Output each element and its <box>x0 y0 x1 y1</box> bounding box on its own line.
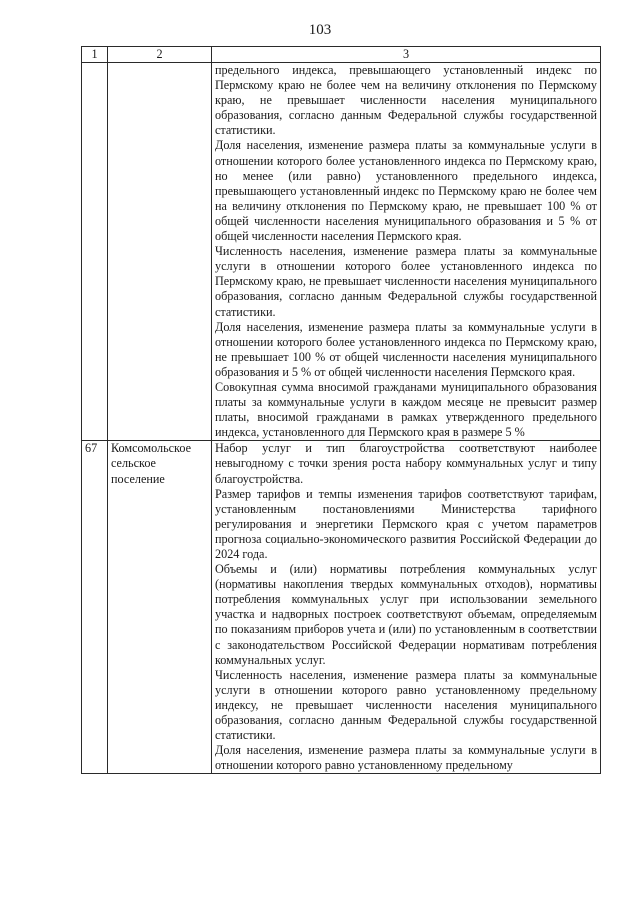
table-header-row <box>82 47 601 63</box>
document-table <box>81 46 601 774</box>
row-number-cell: 67 <box>82 441 108 774</box>
municipality-cell: Комсомольское сельское поселение <box>108 441 212 774</box>
row-number-cell <box>82 63 108 441</box>
conditions-cell <box>212 441 601 774</box>
condition-paragraph: Доля населения, изменение размера платы за коммунальные услуги в отношении которого равно установленному предельному <box>215 743 597 773</box>
condition-paragraph: Набор услуг и тип благоустройства соответствуют наиболее невыгодному с точки зрения роста набору коммунальных услуг и типу благоустройства. <box>215 441 597 486</box>
condition-paragraph: Доля населения, изменение размера платы за коммунальные услуги в отношении которого более установленного индекса по Пермскому краю, но менее (или равно) установленного предельного индекса, превышающего установленный индекс по Пермскому краю не более чем на величину отклонения по Пермскому краю, не превышает 100 % от общей численности населения муниципального образования и 5 % от общей численности населения Пермского края. <box>215 138 597 244</box>
condition-paragraph: Численность населения, изменение размера платы за коммунальные услуги в отношении которого равно установленному предельному индексу, не превышает численности населения муниципального образования, согласно данным Федеральной службы государственной статистики. <box>215 667 597 743</box>
condition-paragraph: Доля населения, изменение размера платы за коммунальные услуги в отношении которого более установленного индекса по Пермскому краю, не превышает 100 % от общей численности населения муниципального образования и 5 % от общей численности населения Пермского края. <box>215 319 597 379</box>
column-header-2: 2 <box>108 47 212 63</box>
table-row <box>82 63 601 441</box>
condition-paragraph: Численность населения, изменение размера платы за коммунальные услуги в отношении которого более установленного индекса по Пермскому краю, не превышает численности населения муниципального образования, согласно данным Федеральной службы государственной статистики. <box>215 244 597 319</box>
condition-paragraph: предельного индекса, превышающего установленный индекс по Пермскому краю не более чем на величину отклонения по Пермскому краю, не превышает численности населения муниципального образования, согласно данным Федеральной службы государственной статистики. <box>215 63 597 138</box>
column-header-1: 1 <box>82 47 108 63</box>
condition-paragraph: Совокупная сумма вносимой гражданами муниципального образования платы за коммунальные услуги в каждом месяце не превысит размер платы, вносимой гражданами в рамках утвержденного предельного индекса, установленного для Пермского края в размере 5 % <box>215 379 597 440</box>
condition-paragraph: Объемы и (или) нормативы потребления коммунальных услуг (нормативы накопления твердых коммунальных отходов), нормативы потребления коммунальных услуг при использовании земельного участка и надворных построек соответствуют объемам, определяемым по показаниям приборов учета и (или) по установленным в соответствии с законодательством Российской Федерации нормативам потребления коммунальных услуг. <box>215 562 597 667</box>
page-number: 103 <box>308 22 332 38</box>
conditions-cell <box>212 63 601 441</box>
column-header-3: 3 <box>212 47 601 63</box>
table-row <box>82 441 601 774</box>
municipality-cell <box>108 63 212 441</box>
condition-paragraph: Размер тарифов и темпы изменения тарифов соответствуют тарифам, установленным постановлениями Министерства тарифного регулирования и энергетики Пермского края с учетом параметров прогноза социально-экономического развития Российской Федерации до 2024 года. <box>215 486 597 561</box>
